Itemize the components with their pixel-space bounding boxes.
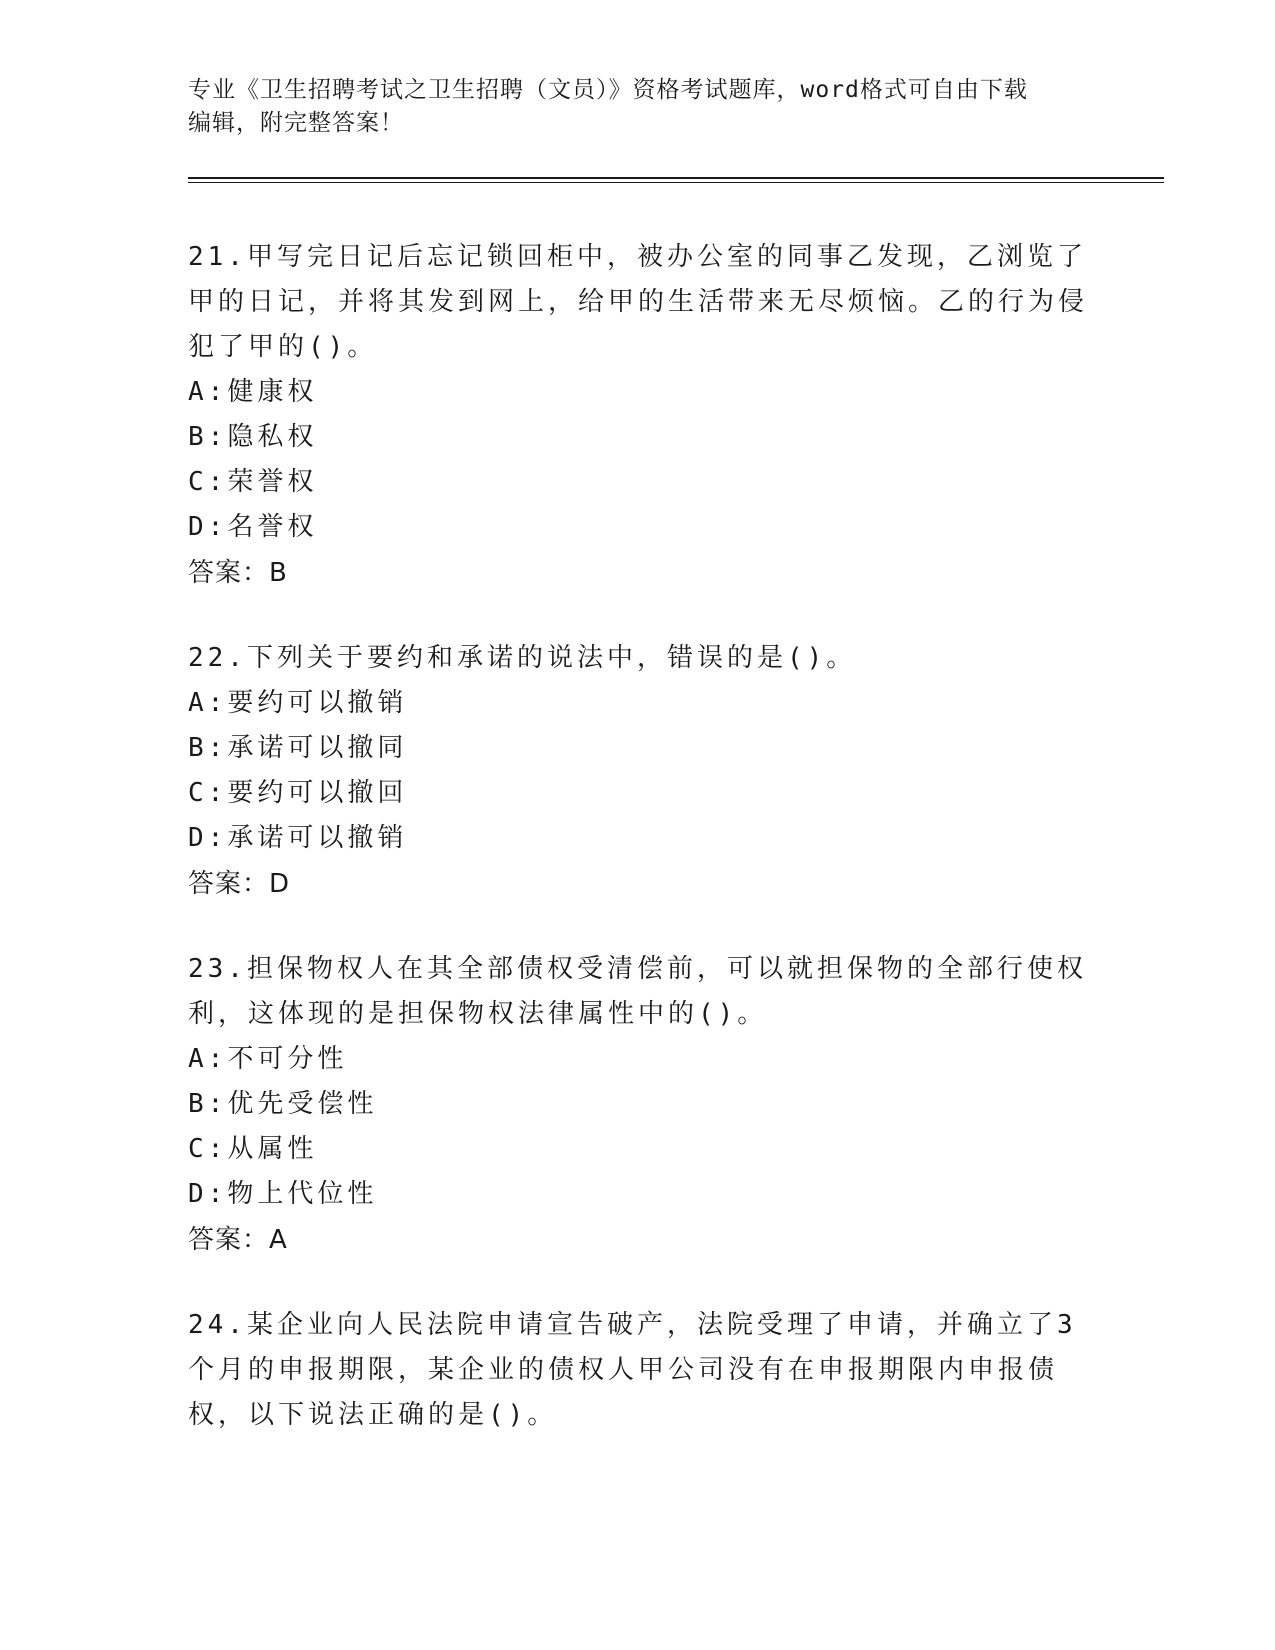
option-text: 不可分性 <box>227 1044 348 1074</box>
option-b <box>188 1082 1088 1127</box>
option-key: B: <box>188 422 228 452</box>
option-key: B: <box>188 733 228 763</box>
option-key: D: <box>188 1179 228 1209</box>
option-text: 物上代位性 <box>227 1179 378 1209</box>
document-header <box>188 74 1088 140</box>
option-text: 承诺可以撤销 <box>227 823 408 853</box>
option-c <box>188 1127 1088 1172</box>
question-23 <box>188 947 1088 1263</box>
option-text: 从属性 <box>227 1134 318 1164</box>
option-d <box>188 1172 1088 1217</box>
question-24 <box>188 1303 1088 1438</box>
option-key: B: <box>188 1089 228 1119</box>
option-text: 承诺可以撤同 <box>227 733 408 763</box>
option-key: D: <box>188 512 228 542</box>
option-b <box>188 415 1088 460</box>
option-a <box>188 370 1088 415</box>
option-text: 健康权 <box>227 377 318 407</box>
answer-line: 答案：D <box>188 869 291 899</box>
question-stem: 24.某企业向人民法院申请宣告破产，法院受理了申请，并确立了3个月的申报期限，某企业的债权人甲公司没有在申报期限内申报债权，以下说法正确的是()。 <box>188 1310 1077 1430</box>
option-key: A: <box>188 1044 228 1074</box>
option-d <box>188 505 1088 550</box>
option-b <box>188 726 1088 771</box>
option-d <box>188 816 1088 861</box>
header-divider <box>188 177 1164 183</box>
answer-line: 答案：B <box>188 558 288 588</box>
header-line-1: 专业《卫生招聘考试之卫生招聘（文员）》资格考试题库，word格式可自由下载 <box>188 77 1028 103</box>
option-key: C: <box>188 467 228 497</box>
option-key: A: <box>188 688 228 718</box>
option-c <box>188 460 1088 505</box>
option-text: 要约可以撤回 <box>227 778 408 808</box>
option-a <box>188 681 1088 726</box>
option-c <box>188 771 1088 816</box>
question-stem: 22.下列关于要约和承诺的说法中，错误的是()。 <box>188 643 857 673</box>
option-key: D: <box>188 823 228 853</box>
question-22 <box>188 636 1088 907</box>
question-21 <box>188 235 1088 596</box>
option-a <box>188 1037 1088 1082</box>
answer-line: 答案：A <box>188 1225 288 1255</box>
option-text: 名誉权 <box>227 512 318 542</box>
option-text: 要约可以撤销 <box>227 688 408 718</box>
option-text: 隐私权 <box>227 422 318 452</box>
question-stem: 21.甲写完日记后忘记锁回柜中，被办公室的同事乙发现，乙浏览了甲的日记，并将其发到网上，给甲的生活带来无尽烦恼。乙的行为侵犯了甲的()。 <box>188 242 1089 362</box>
header-line-2: 编辑，附完整答案！ <box>188 110 404 136</box>
option-text: 荣誉权 <box>227 467 318 497</box>
question-list <box>188 235 1088 1478</box>
option-key: C: <box>188 778 228 808</box>
option-text: 优先受偿性 <box>227 1089 378 1119</box>
option-key: A: <box>188 377 228 407</box>
option-key: C: <box>188 1134 228 1164</box>
question-stem: 23.担保物权人在其全部债权受清偿前，可以就担保物的全部行使权利，这体现的是担保物权法律属性中的()。 <box>188 954 1087 1029</box>
